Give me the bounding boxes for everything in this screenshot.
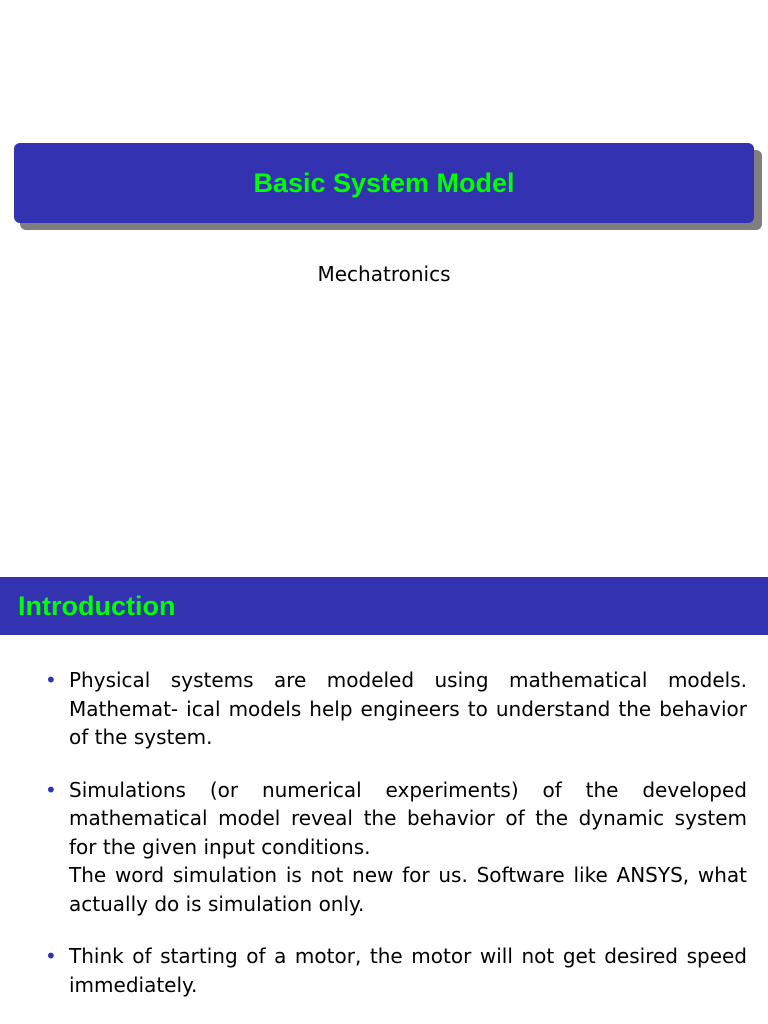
section-header	[0, 577, 768, 635]
bullet-item	[45, 776, 747, 919]
bullet-list	[45, 666, 747, 1023]
bullet-text: Simulations (or numerical experiments) of the developed mathematical model reveal the behavior of the dynamic system for the given input conditions.	[69, 777, 747, 859]
slide-title: Basic System Model	[253, 167, 515, 198]
bullet-text: The word simulation is not new for us. Software like ANSYS, what actually do is simulation only.	[69, 863, 747, 916]
bullet-text: Physical systems are modeled using mathematical models. Mathemat- ical models help engineers to understand the behavior of the system.	[69, 668, 747, 749]
bullet-icon: •	[45, 668, 57, 692]
section-title: Introduction	[18, 590, 176, 621]
bullet-icon: •	[45, 777, 57, 802]
bullet-icon: •	[45, 944, 57, 968]
slide-subtitle: Mechatronics	[317, 262, 451, 286]
bullet-item	[45, 666, 747, 752]
bullet-text: Think of starting of a motor, the motor will not get desired speed immediately.	[69, 944, 747, 997]
title-box	[14, 143, 754, 223]
bullet-item	[45, 942, 747, 999]
